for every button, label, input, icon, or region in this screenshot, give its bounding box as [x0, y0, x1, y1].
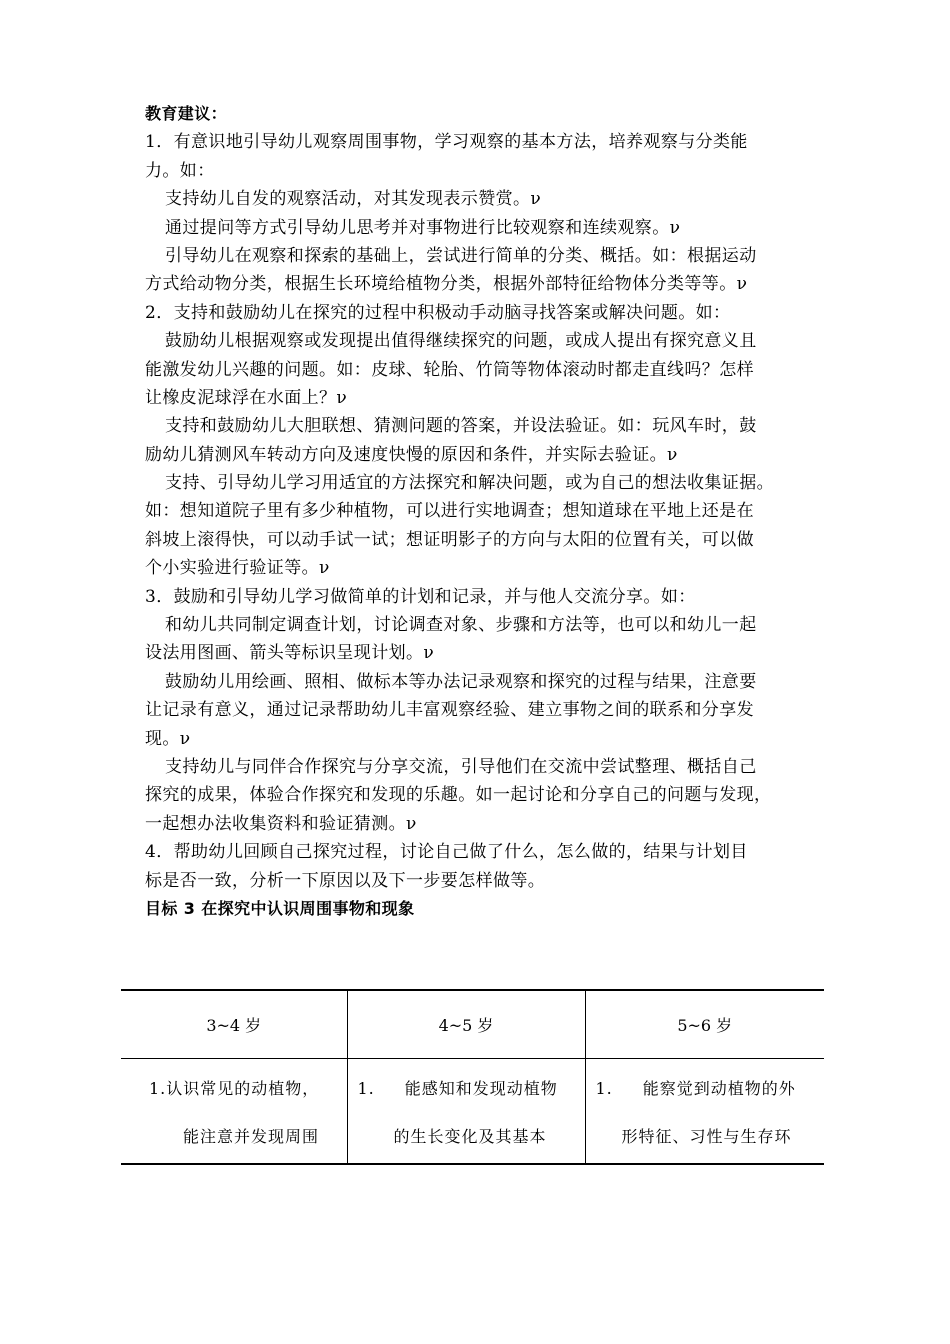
text-line: 鼓励幼儿根据观察或发现提出值得继续探究的问题，或成人提出有探究意义且 [165, 331, 757, 352]
text-line: 支持幼儿自发的观察活动，对其发现表示赞赏。ν [165, 189, 542, 210]
text-line: 一起想办法收集资料和验证猜测。ν [145, 813, 417, 834]
cell-age-3-4 [121, 1058, 347, 1164]
cell-text-line: 形特征、习性与生存环 [621, 1126, 792, 1146]
item-number: 1. [149, 1078, 167, 1098]
cell-age-4-5 [347, 1058, 585, 1164]
text-line: 设法用图画、箭头等标识呈现计划。ν [145, 643, 435, 664]
age-goal-table [121, 989, 824, 1165]
cell-text-line: 能察觉到动植物的外 [642, 1078, 796, 1098]
text-line: 标是否一致，分析一下原因以及下一步要怎样做等。 [145, 870, 546, 891]
document-body [145, 100, 825, 923]
header-age-3-4: 3~4 岁 [121, 990, 347, 1058]
text-line: 引导幼儿在观察和探索的基础上，尝试进行简单的分类、概括。如：根据运动 [165, 245, 757, 266]
goal-title: 目标 3 在探究中认识周围事物和现象 [145, 898, 415, 918]
text-line: 和幼儿共同制定调查计划，讨论调查对象、步骤和方法等，也可以和幼儿一起 [165, 615, 757, 636]
text-line: 励幼儿猜测风车转动方向及速度快慢的原因和条件，并实际去验证。ν [145, 444, 678, 465]
text-line: 4．帮助幼儿回顾自己探究过程，讨论自己做了什么，怎么做的，结果与计划目 [145, 842, 748, 863]
text-line: 1．有意识地引导幼儿观察周围事物，学习观察的基本方法，培养观察与分类能 [145, 132, 748, 153]
text-line: 方式给动物分类，根据生长环境给植物分类，根据外部特征给物体分类等等。ν [145, 274, 748, 295]
paragraph-lines [145, 128, 825, 895]
item-number: 1. [357, 1078, 375, 1098]
text-line: 鼓励幼儿用绘画、照相、做标本等办法记录观察和探究的过程与结果，注意要 [165, 671, 757, 692]
cell-text-line: 能感知和发现动植物 [404, 1078, 558, 1098]
section-heading: 教育建议： [145, 104, 228, 123]
text-line: 如：想知道院子里有多少种植物，可以进行实地调查；想知道球在平地上还是在 [145, 501, 754, 522]
text-line: 探究的成果，体验合作探究和发现的乐趣。如一起讨论和分享自己的问题与发现， [145, 785, 772, 806]
text-line: 现。ν [145, 728, 191, 749]
text-line: 个小实验进行验证等。ν [145, 558, 330, 579]
text-line: 通过提问等方式引导幼儿思考并对事物进行比较观察和连续观察。ν [165, 217, 681, 238]
text-line: 2．支持和鼓励幼儿在探究的过程中积极动手动脑寻找答案或解决问题。如： [145, 302, 731, 323]
cell-text-line: 能注意并发现周围 [183, 1126, 320, 1146]
cell-text-line: 认识常见的动植物， [166, 1078, 320, 1098]
table-row [121, 1058, 824, 1164]
text-line: 3．鼓励和引导幼儿学习做简单的计划和记录，并与他人交流分享。如： [145, 586, 696, 607]
cell-age-5-6 [585, 1058, 824, 1164]
text-line: 让记录有意义，通过记录帮助幼儿丰富观察经验、建立事物之间的联系和分享发 [145, 700, 754, 721]
cell-text-line: 的生长变化及其基本 [393, 1126, 547, 1146]
text-line: 让橡皮泥球浮在水面上？ν [145, 387, 348, 408]
text-line: 支持、引导幼儿学习用适宜的方法探究和解决问题，或为自己的想法收集证据。 [165, 473, 774, 494]
text-line: 支持幼儿与同伴合作探究与分享交流，引导他们在交流中尝试整理、概括自己 [165, 756, 757, 777]
text-line: 力。如： [145, 160, 215, 181]
table-header-row [121, 990, 824, 1058]
header-age-4-5: 4~5 岁 [347, 990, 585, 1058]
text-line: 斜坡上滚得快，可以动手试一试；想证明影子的方向与太阳的位置有关，可以做 [145, 529, 754, 550]
text-line: 能激发幼儿兴趣的问题。如：皮球、轮胎、竹筒等物体滚动时都走直线吗？怎样 [145, 359, 754, 380]
text-line: 支持和鼓励幼儿大胆联想、猜测问题的答案，并设法验证。如：玩风车时，鼓 [165, 416, 757, 437]
item-number: 1. [595, 1078, 613, 1098]
header-age-5-6: 5~6 岁 [585, 990, 824, 1058]
